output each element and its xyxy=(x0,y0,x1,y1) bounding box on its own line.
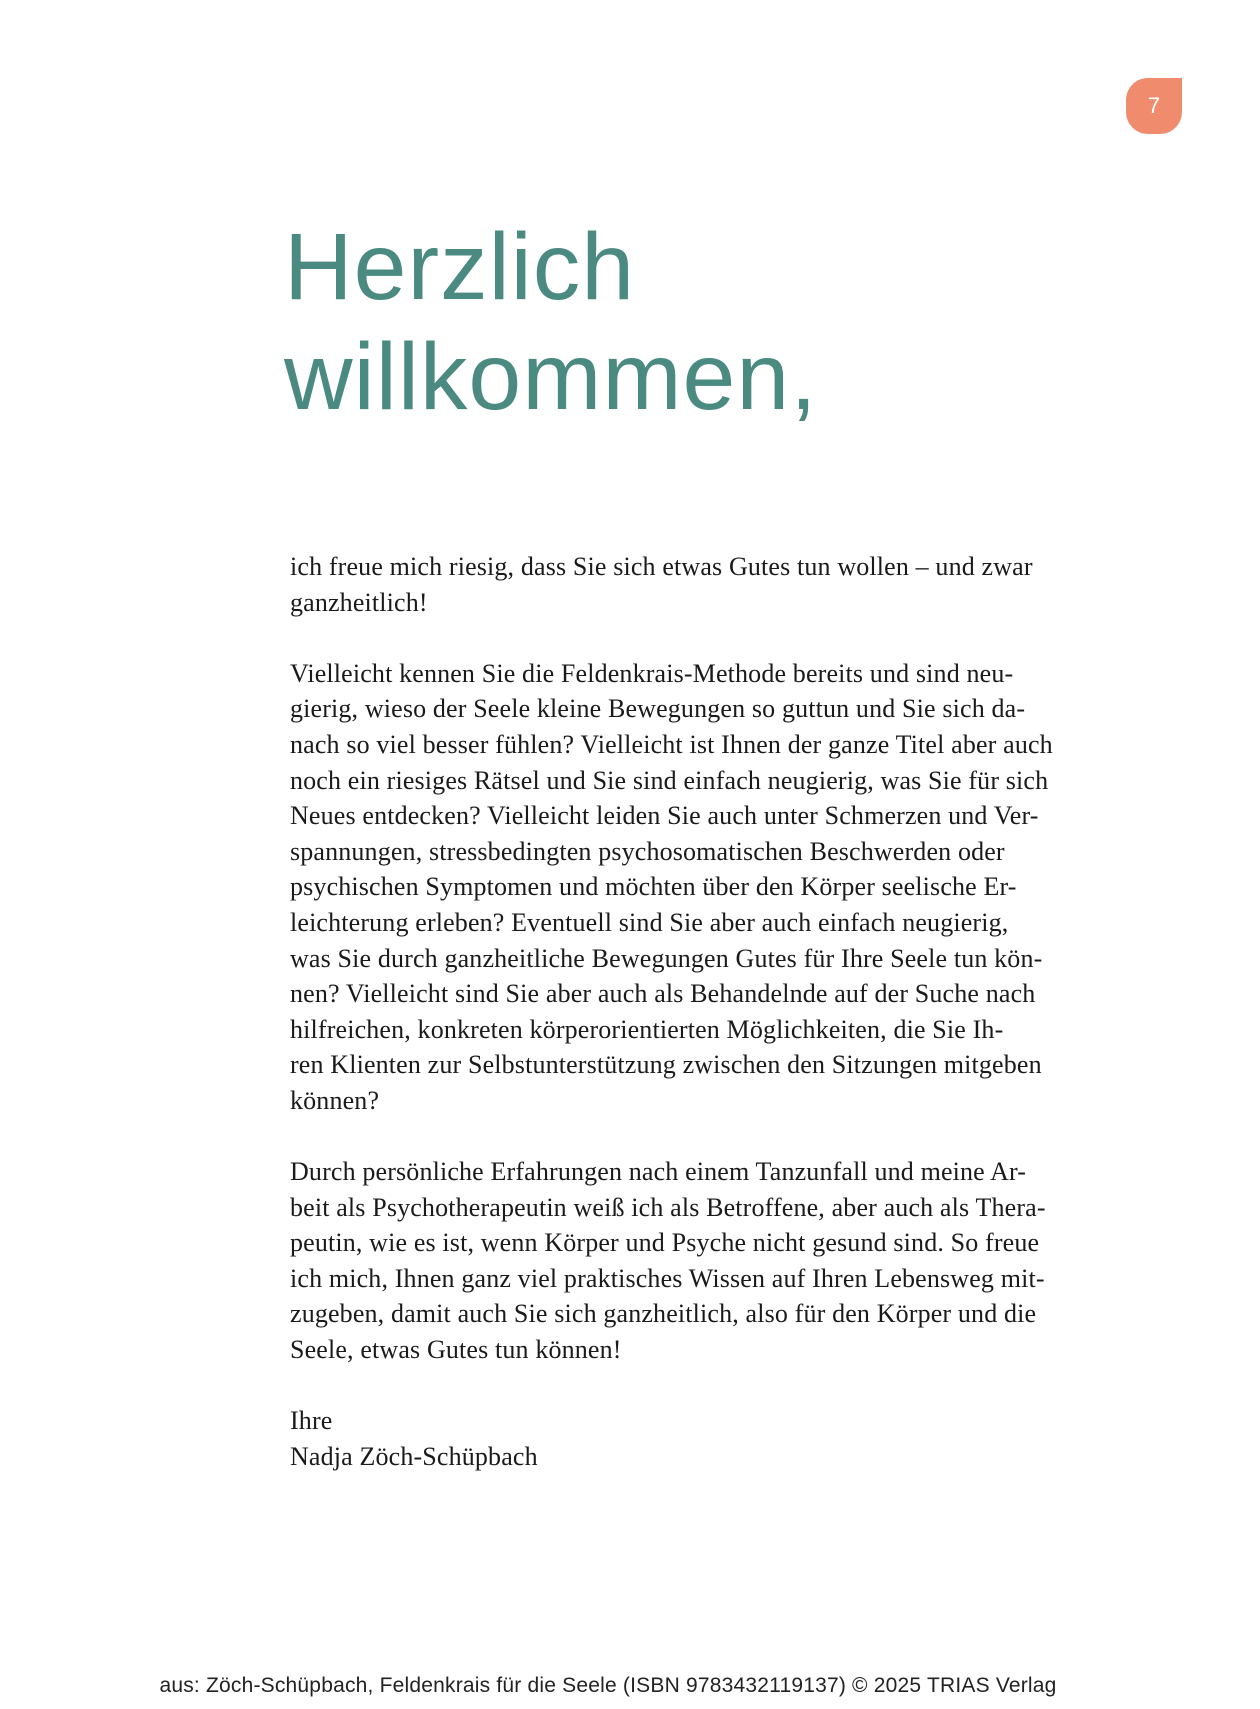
signature-name: Nadja Zöch-Schüpbach xyxy=(290,1441,538,1471)
text-line: Durch persönliche Erfahrungen nach einem Tanzunfall und meine Ar- xyxy=(290,1157,1027,1187)
page-number-badge xyxy=(1126,78,1182,134)
text-line: peutin, wie es ist, wenn Körper und Psyche nicht gesund sind. So freue xyxy=(290,1228,1040,1258)
text-line: nach so viel besser fühlen? Vielleicht ist Ihnen der ganze Titel aber auch xyxy=(290,729,1053,759)
paragraph xyxy=(290,1154,1110,1368)
text-line: beit als Psychotherapeutin weiß ich als Betroffene, aber auch als Thera- xyxy=(290,1192,1046,1222)
text-line: zugeben, damit auch Sie sich ganzheitlich, also für den Körper und die xyxy=(290,1299,1037,1329)
text-line: was Sie durch ganzheitliche Bewegungen Gutes für Ihre Seele tun kön- xyxy=(290,943,1043,973)
page-title xyxy=(284,212,818,432)
signature-closing: Ihre xyxy=(290,1406,333,1436)
text-line: Neues entdecken? Vielleicht leiden Sie auch unter Schmerzen und Ver- xyxy=(290,801,1039,831)
text-line: Seele, etwas Gutes tun können! xyxy=(290,1335,622,1365)
text-line: spannungen, stressbedingten psychosomatischen Beschwerden oder xyxy=(290,836,1005,866)
source-footer: aus: Zöch-Schüpbach, Feldenkrais für die Seele (ISBN 9783432119137) © 2025 TRIAS Verlag xyxy=(159,1674,1057,1697)
signature xyxy=(290,1403,1110,1474)
text-line: können? xyxy=(290,1085,380,1115)
text-line: noch ein riesiges Rätsel und Sie sind einfach neugierig, was Sie für sich xyxy=(290,765,1049,795)
page-number: 7 xyxy=(1147,93,1161,118)
text-line: hilfreichen, konkreten körperorientierten Möglichkeiten, die Sie Ih- xyxy=(290,1014,1004,1044)
body-text xyxy=(290,549,1110,1510)
text-line: nen? Vielleicht sind Sie aber auch als Behandelnde auf der Suche nach xyxy=(290,979,1036,1009)
text-line: leichterung erleben? Eventuell sind Sie aber auch einfach neugierig, xyxy=(290,907,1009,937)
text-line: ich mich, Ihnen ganz viel praktisches Wissen auf Ihren Lebensweg mit- xyxy=(290,1263,1045,1293)
text-line: Vielleicht kennen Sie die Feldenkrais-Methode bereits und sind neu- xyxy=(290,658,1014,688)
paragraph xyxy=(290,656,1110,1119)
text-line: ganzheitlich! xyxy=(290,587,428,617)
text-line: psychischen Symptomen und möchten über den Körper seelische Er- xyxy=(290,872,1017,902)
paragraph xyxy=(290,549,1110,620)
title-line-2: willkommen, xyxy=(284,324,818,430)
text-line: ren Klienten zur Selbstunterstützung zwischen den Sitzungen mitgeben xyxy=(290,1050,1042,1080)
text-line: ich freue mich riesig, dass Sie sich etwas Gutes tun wollen – und zwar xyxy=(290,552,1033,581)
title-line-1: Herzlich xyxy=(284,214,636,320)
text-line: gierig, wieso der Seele kleine Bewegungen so guttun und Sie sich da- xyxy=(290,694,1026,724)
